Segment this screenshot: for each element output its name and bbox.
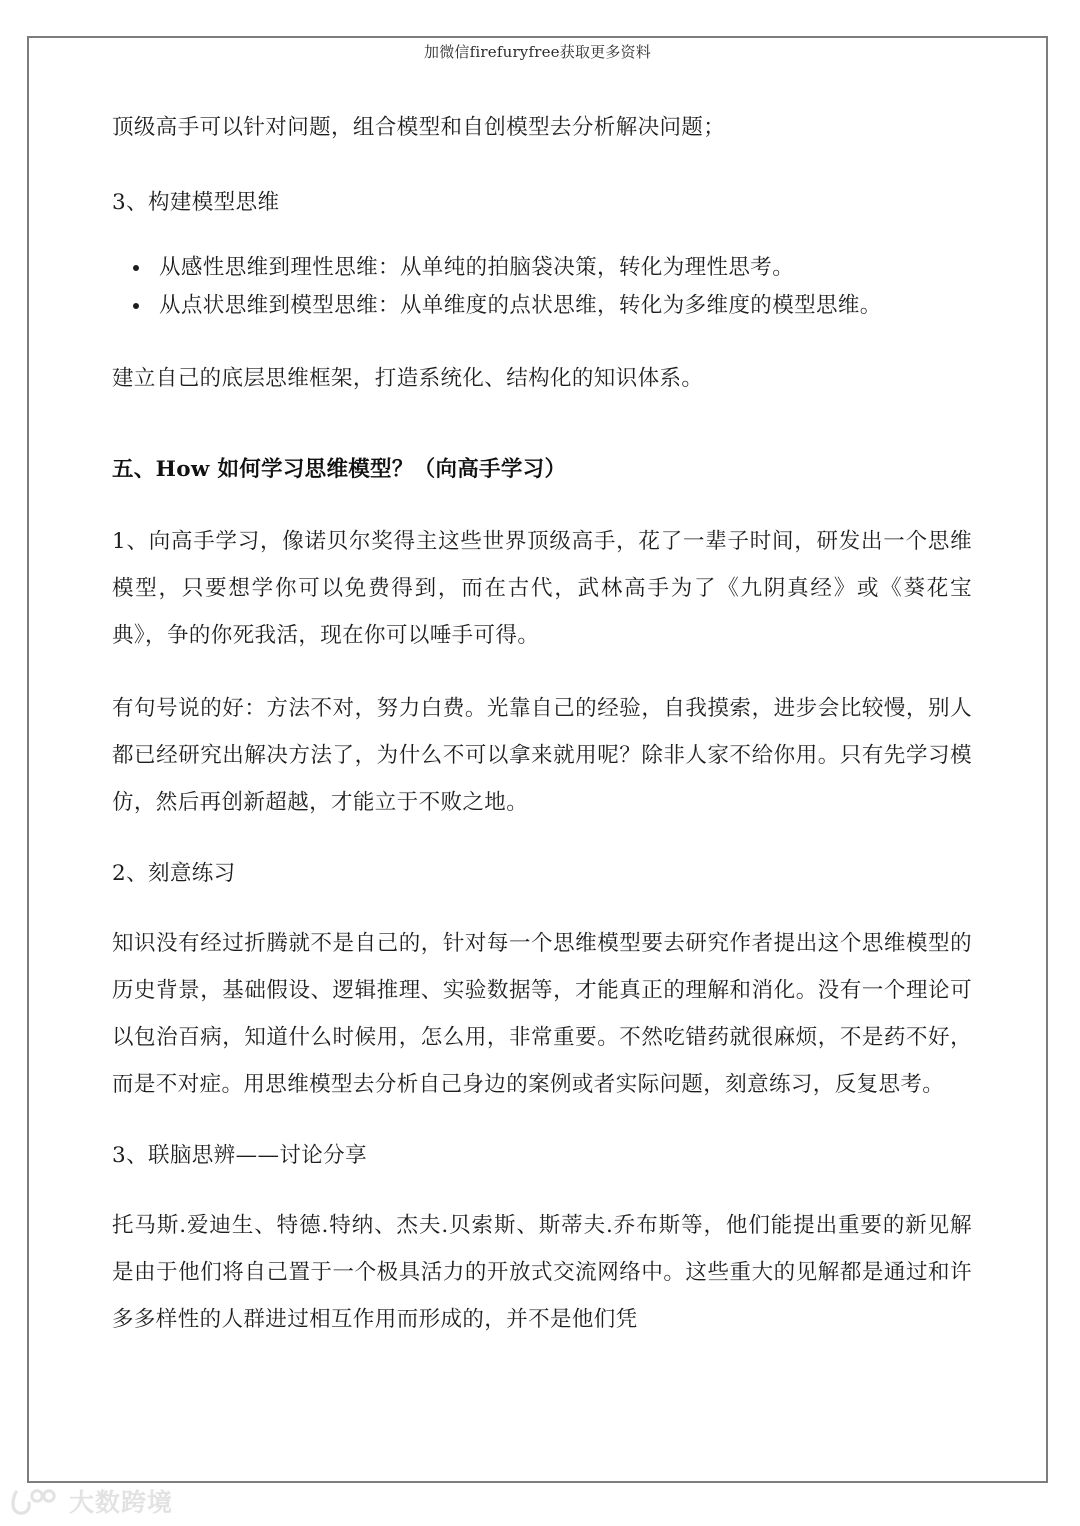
heading-build-model-thinking: 3、构建模型思维 [112,190,280,215]
heading-brain-link-discussion: 3、联脑思辨——讨论分享 [112,1143,367,1168]
document-body [112,104,972,1369]
paragraph-deliberate-practice: 知识没有经过折腾就不是自己的，针对每一个思维模型要去研究作者提出这个思维模型的历史背景，基础假设、逻辑推理、实验数据等，才能真正的理解和消化。没有一个理论可以包治百病，知道什么时候用，怎么用，非常重要。不然吃错药就很麻烦，不是药不好，而是不对症。用思维模型去分析自己身边的案例或者实际问题，刻意练习，反复思考。 [112,931,972,1097]
paragraph-learn-from-masters: 1、向高手学习，像诺贝尔奖得主这些世界顶级高手，花了一辈子时间，研发出一个思维模型，只要想学你可以免费得到，而在古代，武林高手为了《九阴真经》或《葵花宝典》，争的你死我活，现在你可以唾手可得。 [112,529,972,648]
spacer [112,428,972,448]
summary-paragraph: 建立自己的底层思维框架，打造系统化、结构化的知识体系。 [112,366,704,391]
paragraph-method-matters: 有句号说的好：方法不对，努力白费。光靠自己的经验，自我摸索，进步会比较慢，别人都已经研究出解决方法了，为什么不可以拿来就用呢？除非人家不给你用。只有先学习模仿，然后再创新超越，才能立于不败之地。 [112,696,972,815]
dashu-kuajing-logo-icon [10,1487,60,1517]
bullet-dot-icon [133,303,139,309]
section-heading-how-to-learn: 五、How 如何学习思维模型？（向高手学习） [112,457,567,482]
spacer [112,173,972,181]
model-thinking-bullet-list [112,249,972,325]
heading-deliberate-practice: 2、刻意练习 [112,861,236,886]
bullet-dot-icon [133,265,139,271]
document-header-note: 加微信firefuryfree获取更多资料 [424,43,651,61]
list-item-label: 从点状思维到模型思维：从单维度的点状思维，转化为多维度的模型思维。 [159,293,882,318]
watermark [10,1487,173,1517]
list-item [112,287,972,325]
paragraph-open-network: 托马斯.爱迪生、特德.特纳、杰夫.贝索斯、斯蒂夫.乔布斯等，他们能提出重要的新见解是由于他们将自己置于一个极具活力的开放式交流网络中。这些重大的见解都是通过和许多多样性的人群进过相互作用而形成的，并不是他们凭 [112,1213,972,1332]
intro-paragraph: 顶级高手可以针对问题，组合模型和自创模型去分析解决问题； [112,115,726,140]
list-item-label: 从感性思维到理性思维：从单纯的拍脑袋决策，转化为理性思考。 [159,255,795,280]
watermark-label: 大数跨境 [69,1487,174,1517]
list-item [112,249,972,287]
